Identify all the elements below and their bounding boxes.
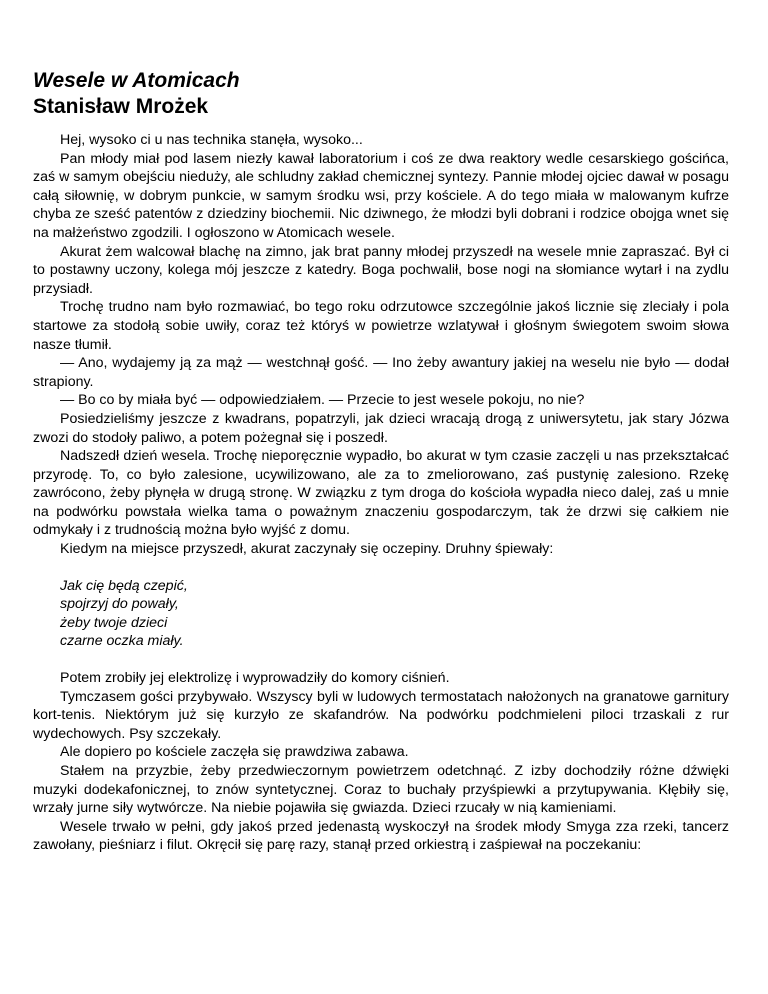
paragraph: Potem zrobiły jej elektrolizę i wyprowadziły do komory ciśnień. bbox=[60, 670, 450, 687]
paragraph: Hej, wysoko ci u nas technika stanęła, wysoko... bbox=[60, 132, 363, 148]
paragraph: Pan młody miał pod lasem niezły kawał laboratorium i coś ze dwa reaktory wedle cesarskiego gościńca, zaś w samym obejściu nieduży, ale schludny zakład chemicznej syntezy. Pannie młodej ojciec dawał w posagu całą siłownię, w dobrym punkcie, w samym środku wsi, przy kościele. A do tego miała w malowanym kufrze chyba ze sześć patentów z dziedziny biochemii. Nic dziwnego, że młodzi byli dobrani i rodzice obojga wnet się na małżeństwo zgodzili. I ogłoszono w Atomicach wesele. bbox=[33, 150, 729, 241]
dialogue-paragraph: — Bo co by miała być — odpowiedziałem. — Przecie to jest wesele pokoju, no nie? bbox=[60, 392, 585, 409]
verse-line: Jak cię będą czepić, bbox=[60, 577, 188, 594]
verse-line: czarne oczka miały. bbox=[60, 633, 184, 650]
paragraph: Posiedzieliśmy jeszcze z kwadrans, popatrzyli, jak dzieci wracają drogą z uniwersytetu, jak stary Józwa zwozi do stodoły paliwo, a potem pożegnał się i poszedł. bbox=[33, 410, 729, 446]
paragraph: Tymczasem gości przybywało. Wszyscy byli w ludowych termostatach nałożonych na granatowe garnitury kort-tenis. Niektórym już się kurzyło ze skafandrów. Na podwórku podchmieleni piloci trzaskali z rur wydechowych. Psy szczekały. bbox=[33, 688, 729, 742]
document-author: Stanisław Mrożek bbox=[33, 95, 209, 118]
verse-line: spojrzyj do powały, bbox=[60, 596, 179, 613]
paragraph: Nadszedł dzień wesela. Trochę nieporęcznie wypadło, bo akurat w tym czasie zaczęli u nas przekształcać przyrodę. To, co było zalesione, ucywilizowano, ale za to zmeliorowano, zaś pustynię zalesiono. Rzekę zawrócono, żeby płynęła w drugą stronę. W związku z tym droga do kościoła wypadła nieco dalej, zaś u mnie na podwórku powstała wielka tama o poważnym znaczeniu gospodarczym, tak że drzwi się całkiem nie odmykały i z trudnością można było wyjść z domu. bbox=[33, 448, 729, 539]
paragraph: Akurat żem walcował blachę na zimno, jak brat panny młodej przyszedł na wesele mnie zapraszać. Był ci to postawny uczony, kolega mój jeszcze z katedry. Boga pochwalił, bose nogi na słomiance wytarł i na zydlu przysiadł. bbox=[33, 243, 729, 297]
document-body bbox=[33, 131, 729, 855]
paragraph: Stałem na przyzbie, żeby przedwieczornym powietrzem odetchnąć. Z izby dochodziły różne dźwięki muzyki dodekafonicznej, to znów syntetycznej. Coraz to buchały przyśpiewki a przytupywania. Kłębiły się, wrzały jurne siły wytwórcze. Na niebie pojawiła się gwiazda. Dzieci rzucały w nią kamieniami. bbox=[33, 763, 729, 817]
verse-line: żeby twoje dzieci bbox=[60, 614, 168, 631]
paragraph: Wesele trwało w pełni, gdy jakoś przed jedenastą wyskoczył na środek młody Smyga zza rzeki, tancerz zawołany, pieśniarz i filut. Okręcił się parę razy, stanął przed orkiestrą i zaśpiewał na poczekaniu: bbox=[33, 818, 729, 854]
document-title: Wesele w Atomicach bbox=[33, 69, 240, 92]
paragraph: Kiedym na miejsce przyszedł, akurat zaczynały się oczepiny. Druhny śpiewały: bbox=[60, 541, 554, 558]
paragraph: Ale dopiero po kościele zaczęła się prawdziwa zabawa. bbox=[60, 744, 409, 761]
document-page bbox=[33, 68, 729, 855]
dialogue-paragraph: — Ano, wydajemy ją za mąż — westchnął gość. — Ino żeby awantury jakiej na weselu nie było — dodał strapiony. bbox=[33, 355, 729, 390]
paragraph: Trochę trudno nam było rozmawiać, bo tego roku odrzutowce szczególnie jakoś licznie się zleciały i pola startowe za stodołą sobie uwiły, coraz też któryś w powietrze wzlatywał i głośnym świegotem swoim słowa nasze tłumił. bbox=[33, 299, 729, 353]
song-verse bbox=[60, 577, 729, 651]
